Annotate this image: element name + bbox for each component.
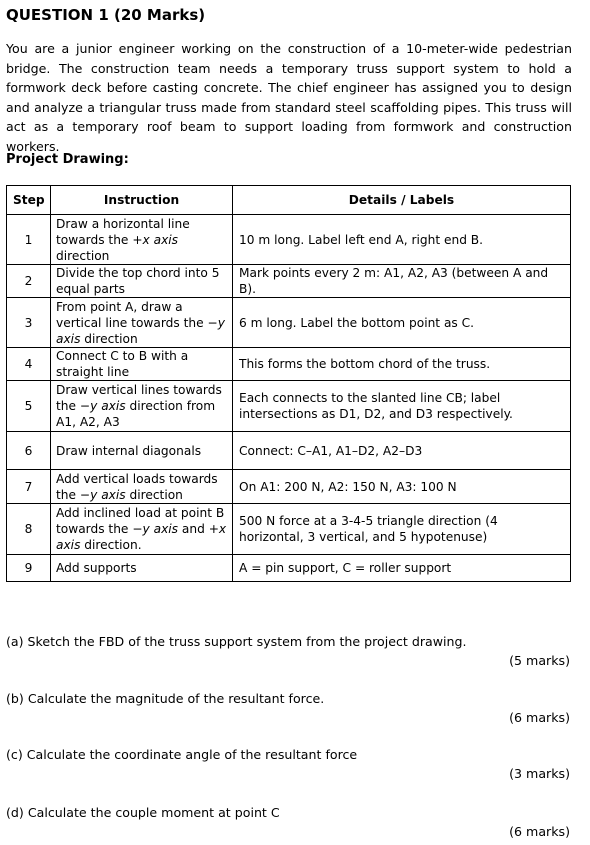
step-number: 5 bbox=[7, 381, 51, 432]
marks-c: (3 marks) bbox=[509, 766, 570, 781]
step-number: 4 bbox=[7, 348, 51, 381]
instruction-cell: Connect C to B with a straight line bbox=[51, 348, 233, 381]
marks-b: (6 marks) bbox=[509, 710, 570, 725]
marks-d: (6 marks) bbox=[509, 824, 570, 839]
marks-a: (5 marks) bbox=[509, 653, 570, 668]
details-cell: 6 m long. Label the bottom point as C. bbox=[233, 298, 571, 348]
header-instruction: Instruction bbox=[51, 186, 233, 215]
axis-reference: −y axis bbox=[79, 487, 126, 502]
details-cell: Connect: C–A1, A1–D2, A2–D3 bbox=[233, 432, 571, 470]
instruction-cell: Add vertical loads towards the −y axis direction bbox=[51, 470, 233, 504]
instruction-cell: Add inclined load at point B towards the −y axis and +x axis direction. bbox=[51, 504, 233, 555]
details-cell: 500 N force at a 3-4-5 triangle direction (4 horizontal, 3 vertical, and 5 hypotenuse) bbox=[233, 504, 571, 555]
instruction-cell: Draw internal diagonals bbox=[51, 432, 233, 470]
table-row bbox=[7, 348, 571, 381]
table-row bbox=[7, 555, 571, 582]
axis-reference: −y axis bbox=[132, 522, 179, 536]
step-number: 9 bbox=[7, 555, 51, 582]
step-number: 7 bbox=[7, 470, 51, 504]
axis-reference: −y axis bbox=[79, 399, 126, 413]
intro-paragraph: You are a junior engineer working on the construction of a 10-meter-wide pedestrian bridge. The construction team needs a temporary truss support system to hold a formwork deck before casting concrete. The chief engineer has assigned you to design and analyze a triangular truss made from standard steel scaffolding pipes. This truss will act as a temporary roof beam to support loading from formwork and construction workers. bbox=[6, 41, 572, 154]
question-b: (b) Calculate the magnitude of the resultant force. bbox=[6, 691, 325, 706]
axis-reference: −y axis bbox=[56, 315, 225, 346]
instruction-cell: Divide the top chord into 5 equal parts bbox=[51, 265, 233, 298]
axis-reference: +x axis bbox=[132, 232, 179, 247]
table-row bbox=[7, 381, 571, 432]
table-row bbox=[7, 265, 571, 298]
question-c: (c) Calculate the coordinate angle of the resultant force bbox=[6, 747, 358, 762]
steps-table bbox=[6, 185, 571, 582]
table-row bbox=[7, 470, 571, 504]
project-drawing-heading: Project Drawing: bbox=[6, 152, 129, 167]
step-number: 1 bbox=[7, 215, 51, 265]
step-number: 2 bbox=[7, 265, 51, 298]
header-step: Step bbox=[7, 186, 51, 215]
details-cell: On A1: 200 N, A2: 150 N, A3: 100 N bbox=[233, 470, 571, 504]
details-cell: 10 m long. Label left end A, right end B. bbox=[233, 215, 571, 265]
step-number: 8 bbox=[7, 504, 51, 555]
table-header-row bbox=[7, 186, 571, 215]
instruction-cell: From point A, draw a vertical line towards the −y axis direction bbox=[51, 298, 233, 348]
details-cell: Mark points every 2 m: A1, A2, A3 (between A and B). bbox=[233, 265, 571, 298]
table-row bbox=[7, 215, 571, 265]
details-cell: This forms the bottom chord of the truss. bbox=[233, 348, 571, 381]
instruction-cell: Draw vertical lines towards the −y axis direction from A1, A2, A3 bbox=[51, 381, 233, 432]
header-details: Details / Labels bbox=[233, 186, 571, 215]
details-cell: Each connects to the slanted line CB; label intersections as D1, D2, and D3 respectively. bbox=[233, 381, 571, 432]
instruction-cell: Add supports bbox=[51, 555, 233, 582]
details-cell: A = pin support, C = roller support bbox=[233, 555, 571, 582]
axis-reference: +x axis bbox=[56, 522, 227, 552]
step-number: 6 bbox=[7, 432, 51, 470]
instruction-cell: Draw a horizontal line towards the +x axis direction bbox=[51, 215, 233, 265]
step-number: 3 bbox=[7, 298, 51, 348]
question-d: (d) Calculate the couple moment at point C bbox=[6, 805, 280, 820]
table-row bbox=[7, 504, 571, 555]
question-title: QUESTION 1 (20 Marks) bbox=[6, 6, 206, 24]
table-row bbox=[7, 298, 571, 348]
table-row bbox=[7, 432, 571, 470]
question-a: (a) Sketch the FBD of the truss support system from the project drawing. bbox=[6, 634, 467, 649]
